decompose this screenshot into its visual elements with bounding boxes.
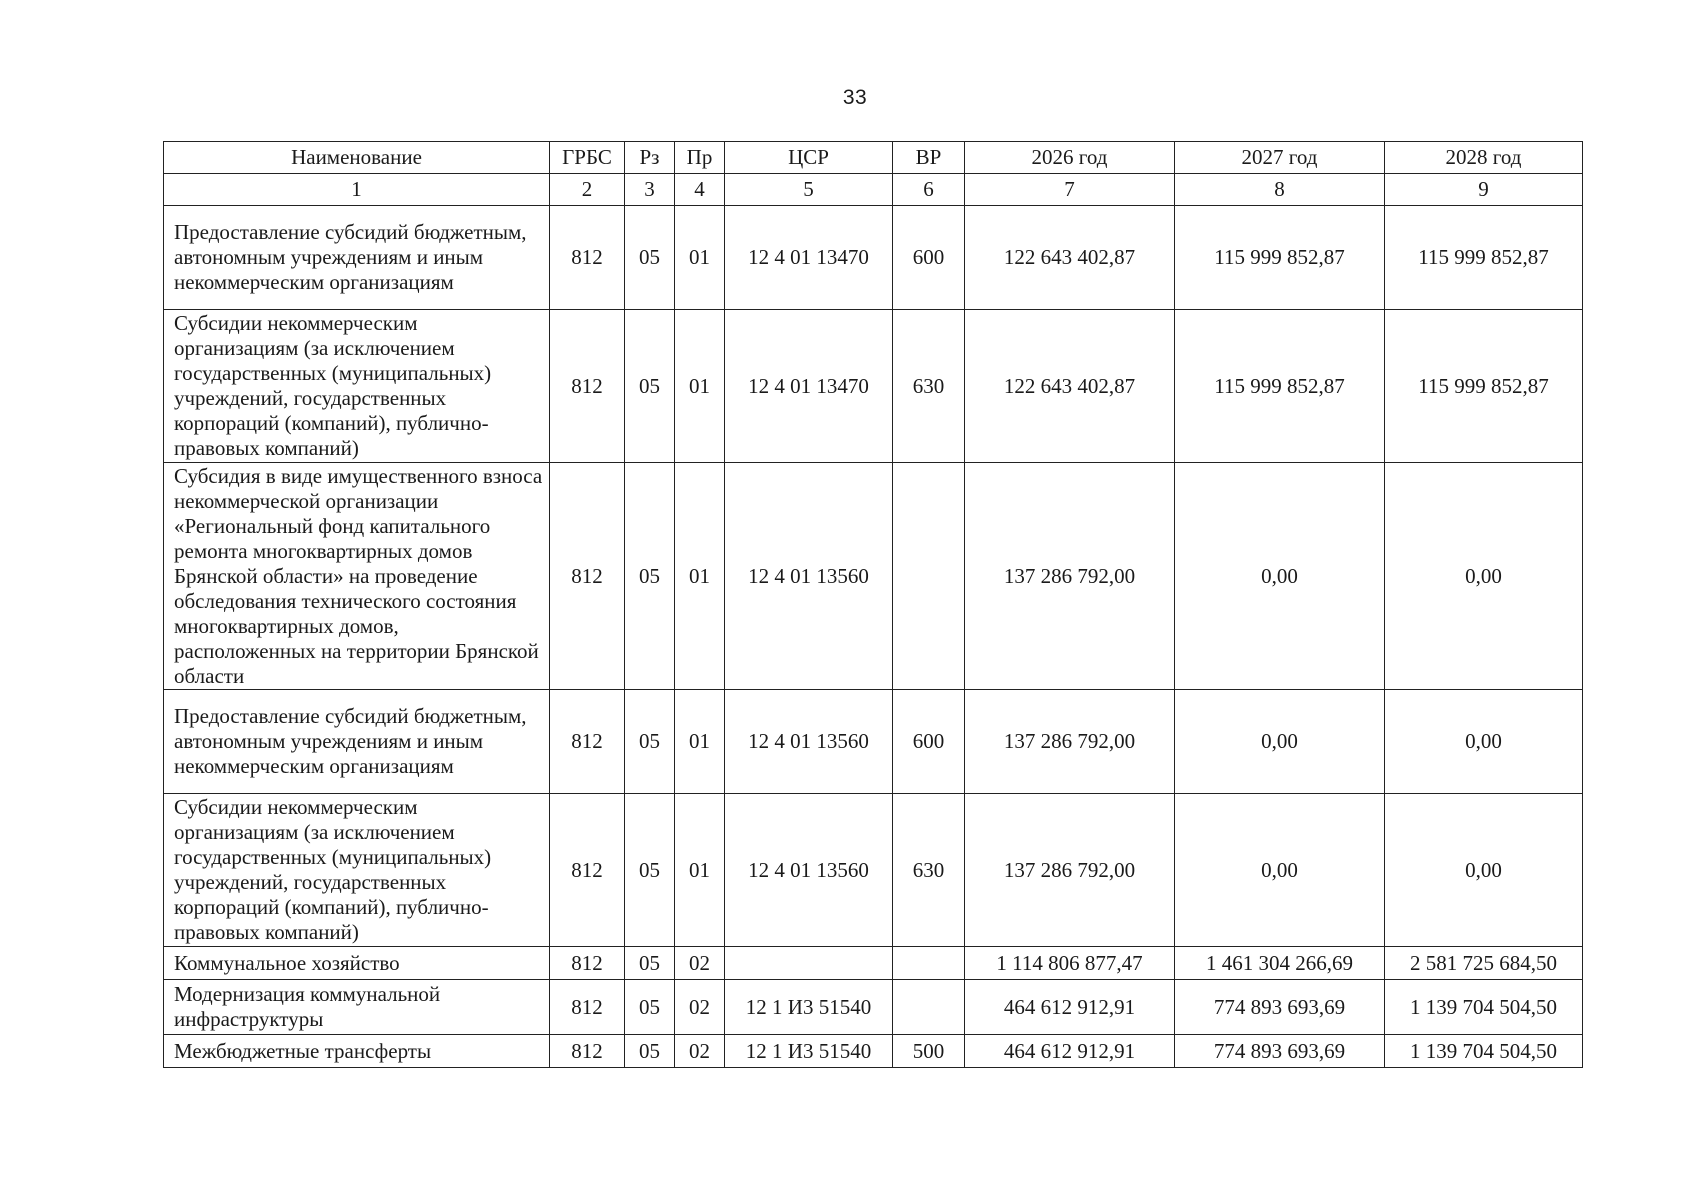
row-amount-2026: 137 286 792,00	[965, 463, 1175, 690]
row-amount-2028: 2 581 725 684,50	[1385, 947, 1583, 980]
row-rz: 05	[625, 794, 675, 947]
row-grbs: 812	[550, 794, 625, 947]
row-pr: 01	[675, 463, 725, 690]
col-header-vr: ВР	[893, 142, 965, 174]
row-amount-2027: 115 999 852,87	[1175, 206, 1385, 310]
row-rz: 05	[625, 463, 675, 690]
row-amount-2028: 0,00	[1385, 463, 1583, 690]
row-amount-2026: 122 643 402,87	[965, 206, 1175, 310]
row-csr: 12 1 И3 51540	[725, 980, 893, 1035]
row-pr: 01	[675, 690, 725, 794]
row-amount-2027: 115 999 852,87	[1175, 310, 1385, 463]
col-number: 5	[725, 174, 893, 206]
row-vr: 600	[893, 690, 965, 794]
row-grbs: 812	[550, 463, 625, 690]
col-header-2027: 2027 год	[1175, 142, 1385, 174]
row-amount-2027: 774 893 693,69	[1175, 980, 1385, 1035]
row-pr: 02	[675, 947, 725, 980]
table-row	[164, 947, 1583, 980]
col-number: 2	[550, 174, 625, 206]
row-grbs: 812	[550, 947, 625, 980]
row-pr: 01	[675, 206, 725, 310]
row-csr: 12 4 01 13470	[725, 310, 893, 463]
col-header-name: Наименование	[164, 142, 550, 174]
row-csr: 12 4 01 13560	[725, 463, 893, 690]
row-vr	[893, 463, 965, 690]
row-amount-2027: 774 893 693,69	[1175, 1035, 1385, 1068]
row-name: Модернизация коммунальной инфраструктуры	[164, 980, 550, 1035]
row-rz: 05	[625, 690, 675, 794]
table-row	[164, 690, 1583, 794]
row-rz: 05	[625, 947, 675, 980]
col-number: 7	[965, 174, 1175, 206]
row-amount-2026: 464 612 912,91	[965, 1035, 1175, 1068]
row-grbs: 812	[550, 690, 625, 794]
row-name: Предоставление субсидий бюджетным, автономным учреждениям и иным некоммерческим организациям	[164, 206, 550, 310]
row-vr: 630	[893, 310, 965, 463]
row-grbs: 812	[550, 1035, 625, 1068]
row-amount-2028: 1 139 704 504,50	[1385, 1035, 1583, 1068]
row-amount-2027: 0,00	[1175, 690, 1385, 794]
row-grbs: 812	[550, 206, 625, 310]
row-name: Межбюджетные трансферты	[164, 1035, 550, 1068]
row-csr: 12 1 И3 51540	[725, 1035, 893, 1068]
col-header-grbs: ГРБС	[550, 142, 625, 174]
row-amount-2027: 0,00	[1175, 463, 1385, 690]
budget-table	[163, 141, 1583, 1068]
row-name: Субсидия в виде имущественного взноса некоммерческой организации «Региональный фонд капитального ремонта многоквартирных домов Брянской области» на проведение обследования технического состояния многоквартирных домов, расположенных на территории Брянской области	[164, 463, 550, 690]
table-row	[164, 980, 1583, 1035]
row-amount-2028: 0,00	[1385, 794, 1583, 947]
row-name: Предоставление субсидий бюджетным, автономным учреждениям и иным некоммерческим организациям	[164, 690, 550, 794]
col-number: 8	[1175, 174, 1385, 206]
column-number-row	[164, 174, 1583, 206]
row-amount-2027: 1 461 304 266,69	[1175, 947, 1385, 980]
row-rz: 05	[625, 206, 675, 310]
row-vr	[893, 947, 965, 980]
col-header-2028: 2028 год	[1385, 142, 1583, 174]
col-header-rz: Рз	[625, 142, 675, 174]
row-amount-2026: 137 286 792,00	[965, 690, 1175, 794]
row-amount-2028: 1 139 704 504,50	[1385, 980, 1583, 1035]
row-csr	[725, 947, 893, 980]
row-name: Коммунальное хозяйство	[164, 947, 550, 980]
col-number: 1	[164, 174, 550, 206]
row-vr: 500	[893, 1035, 965, 1068]
table-row	[164, 463, 1583, 690]
col-header-pr: Пр	[675, 142, 725, 174]
row-csr: 12 4 01 13560	[725, 690, 893, 794]
row-grbs: 812	[550, 980, 625, 1035]
page-number: 33	[842, 86, 868, 109]
row-amount-2028: 0,00	[1385, 690, 1583, 794]
row-amount-2026: 464 612 912,91	[965, 980, 1175, 1035]
row-grbs: 812	[550, 310, 625, 463]
row-rz: 05	[625, 1035, 675, 1068]
row-amount-2026: 122 643 402,87	[965, 310, 1175, 463]
table-row	[164, 1035, 1583, 1068]
row-name: Субсидии некоммерческим организациям (за исключением государственных (муниципальных) учреждений, государственных корпораций (компаний), публично-правовых компаний)	[164, 310, 550, 463]
row-rz: 05	[625, 980, 675, 1035]
row-vr: 600	[893, 206, 965, 310]
row-pr: 01	[675, 310, 725, 463]
table-row	[164, 794, 1583, 947]
row-pr: 02	[675, 1035, 725, 1068]
row-amount-2026: 137 286 792,00	[965, 794, 1175, 947]
table-row	[164, 310, 1583, 463]
col-number: 3	[625, 174, 675, 206]
table-row	[164, 206, 1583, 310]
row-vr: 630	[893, 794, 965, 947]
row-pr: 01	[675, 794, 725, 947]
header-row	[164, 142, 1583, 174]
row-name: Субсидии некоммерческим организациям (за исключением государственных (муниципальных) учреждений, государственных корпораций (компаний), публично-правовых компаний)	[164, 794, 550, 947]
row-rz: 05	[625, 310, 675, 463]
col-header-2026: 2026 год	[965, 142, 1175, 174]
row-amount-2026: 1 114 806 877,47	[965, 947, 1175, 980]
row-amount-2028: 115 999 852,87	[1385, 206, 1583, 310]
row-pr: 02	[675, 980, 725, 1035]
col-number: 9	[1385, 174, 1583, 206]
col-number: 6	[893, 174, 965, 206]
row-amount-2027: 0,00	[1175, 794, 1385, 947]
row-csr: 12 4 01 13560	[725, 794, 893, 947]
row-vr	[893, 980, 965, 1035]
col-number: 4	[675, 174, 725, 206]
col-header-csr: ЦСР	[725, 142, 893, 174]
row-amount-2028: 115 999 852,87	[1385, 310, 1583, 463]
row-csr: 12 4 01 13470	[725, 206, 893, 310]
